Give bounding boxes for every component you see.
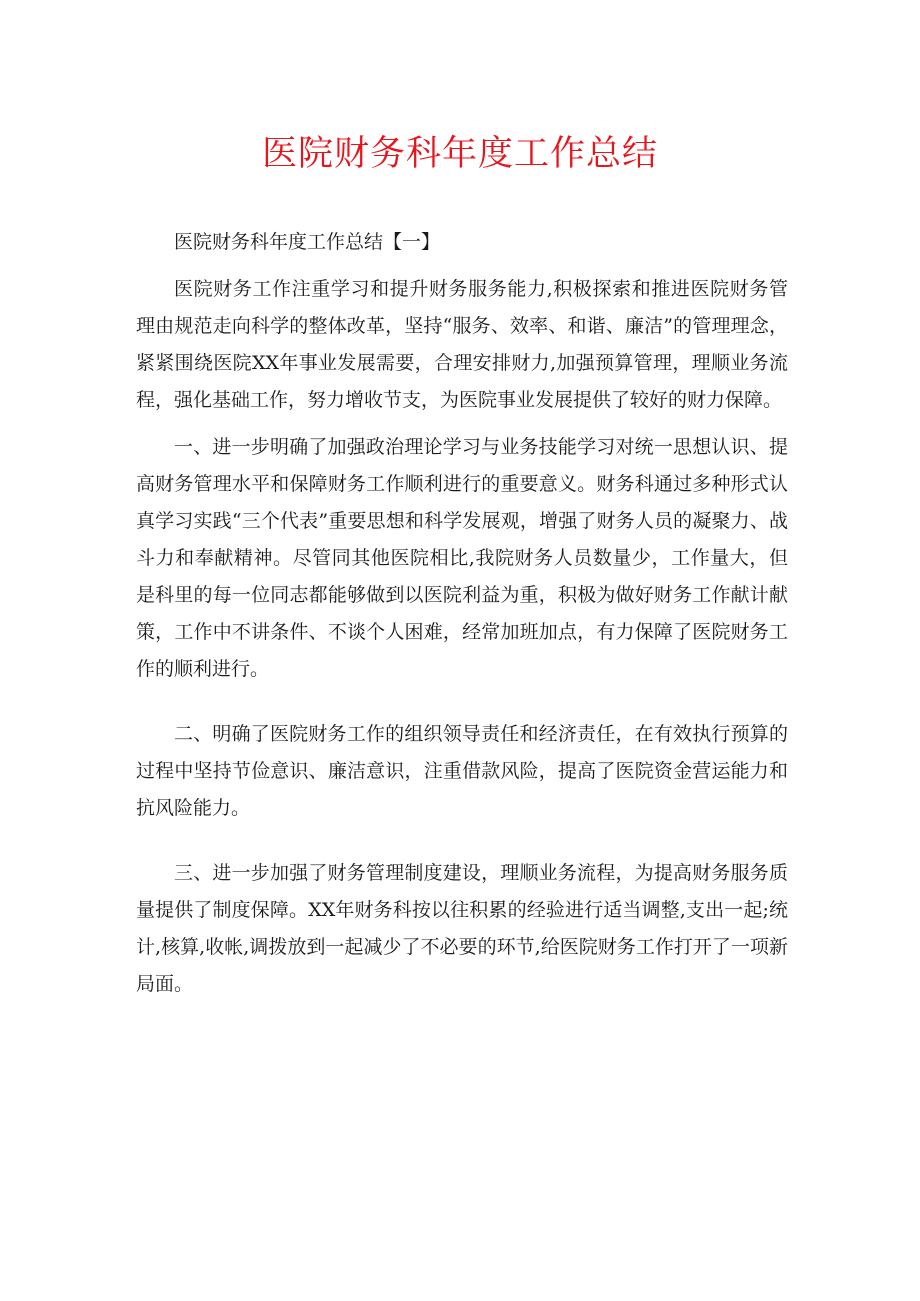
paragraph-intro: 医院财务工作注重学习和提升财务服务能力,积极探索和推进医院财务管理由规范走向科学的整体改革，坚持“服务、效率、和谐、廉洁”的管理理念，紧紧围绕医院XX年事业发展需要，合理安排财力,加强预算管理，理顺业务流程，强化基础工作，努力增收节支，为医院事业发展提供了较好的财力保障。 [136, 278, 788, 411]
paragraph-point-one: 一、进一步明确了加强政治理论学习与业务技能学习对统一思想认识、提高财务管理水平和保障财务工作顺利进行的重要意义。财务科通过多种形式认真学习实践“三个代表”重要思想和科学发展观，增强了财务人员的凝聚力、战斗力和奉献精神。尽管同其他医院相比,我院财务人员数量少，工作量大，但是科里的每一位同志都能够做到以医院利益为重，积极为做好财务工作献计献策，工作中不讲条件、不谈个人困难，经常加班加点，有力保障了医院财务工作的顺利进行。 [136, 436, 788, 680]
paragraph-point-two: 二、明确了医院财务工作的组织领导责任和经济责任，在有效执行预算的过程中坚持节俭意识、廉洁意识，注重借款风险，提高了医院资金营运能力和抗风险能力。 [136, 723, 788, 819]
document-title: 医院财务科年度工作总结 [261, 134, 658, 174]
section-heading: 医院财务科年度工作总结【一】 [174, 231, 441, 253]
paragraph-point-three: 三、进一步加强了财务管理制度建设，理顺业务流程，为提高财务服务质量提供了制度保障。XX年财务科按以往积累的经验进行适当调整,支出一起;统计,核算,收帐,调拨放到一起减少了不必要的环节,给医院财务工作打开了一项新局面。 [136, 862, 788, 995]
document-body [136, 224, 788, 1003]
